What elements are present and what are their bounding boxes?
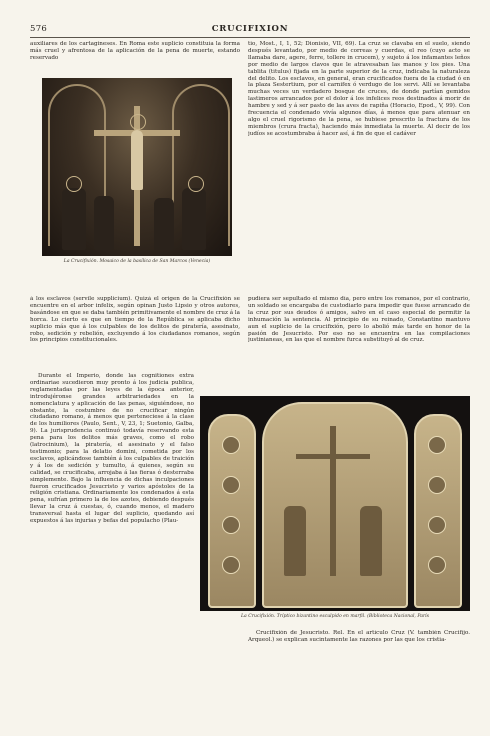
paragraph: auxiliares de los cartagineses. En Roma este suplicio constituía la forma más cruel y afrentosa de la aplicación de la pena de muerte, estando reservado xyxy=(30,41,240,61)
mary-figure xyxy=(62,188,86,250)
left-medallion xyxy=(222,556,240,574)
page-header xyxy=(30,24,470,36)
left-medallion xyxy=(222,476,240,494)
mosaic-caption: La Crucifixión. Mosaico de la basílica de San Marcos (Venecia) xyxy=(63,259,211,264)
mourner-figure xyxy=(94,196,114,250)
triptych-right-figure xyxy=(360,506,382,576)
paragraph: á los esclavos (servile supplicium). Quizá el origen de la Crucifixión se encuentre en el arbor infelix, según opinan Justo Lipsio y otros autores, basándose en que se daba también primitivamente el nombre de cruz á la horca. Lo cierto es que en tiempo de la República se aplicaba dicho suplicio más que á los culpables de los delitos de piratería, asesinato, robo, sedición y rebelión, excluyendo á los ciudadanos romanos, según los principios constitucionales. xyxy=(30,296,240,344)
john-figure xyxy=(182,188,206,250)
soldier-figure xyxy=(154,198,174,250)
right-medallion xyxy=(428,516,446,534)
paragraph: pudiera ser sepultado el mismo día, pero entre los romanos, por el contrario, un soldado se encargaba de custodiarlo para impedir que fuese arrancado de la cruz por sus deudos ó amigos, salvo en el caso especial de permitir la inhumación la sentencia. Al principio de su reinado, Constantino mantuvo aun el suplicio de la crucifixión, pero lo abolió más tarde en honor de la pasión de Jesucristo. Por eso no se encuentra en las compilaciones justinianeas, en las que el nombre furca substituyó al de cruz. xyxy=(248,296,470,344)
paragraph: Crucifixión de Jesucristo. Rel. En el artículo Cruz (V. también Crucifijo. Arqueol.) se explican sucintamente las razones por las que los cristia- xyxy=(248,630,470,643)
right-column-mid xyxy=(248,296,470,382)
paragraph: tio, Most., I, 1, 52; Dionisio, VII, 69). La cruz se clavaba en el suelo, siendo después levantado, por medio de correas y cuerdas, el reo (cuyo acto se llamaba dare, agere, ferre, tollere in crucem), y sujeto á los infamantes leños por medio de largos clavos que le atravesaban las manos y los pies. Una tablita (titulus) fijada en la parte superior de la cruz, indicaba la naturaleza del delito. Los esclavos, en general, eran crucificados fuera de la ciudad ó en la plaza Sestertium, por el carnifex ó verdugo de los servi. Allí se levantaba muchas veces un verdadero bosque de cruces, de donde partían gemidos lastimeros arrancados por el dolor á los infelices reos destinados á morir de hambre y sed y á ser pasto de las aves de rapiña (Horacio, Epod., V, 99). Con frecuencia el condenado vivía algunos días, á menos que para atenuar en algo el cruel rigorismo de la pena, se hubiese prescrito la fractura de los miembros (crura fracta), haciendo más inmediata la muerte. Al decir de los judíos se acostumbraba á hacer así, á fin de que el cadáver xyxy=(248,41,470,137)
right-medallion xyxy=(428,436,446,454)
left-medallion xyxy=(222,436,240,454)
right-column-top xyxy=(248,41,470,293)
paragraph: Durante el Imperio, donde las cognitiones extra ordinariae sucedieron muy pronto á los judicia publica, reglamentadas por las leyes de la época anterior, introdujéronse grandes arbitrariedades en la nomenclatura y aplicación de las penas, siguiéndose, no obstante, la costumbre de no crucificar ningún ciudadano romano, á menos que perteneciese á la clase de los humiliores (Paulo, Sent., V, 23, 1; Suetonio, Galba, 9). La jurisprudencia continuó todavía reservando esta pena para los delitos más graves, como el robo (latrocinium), la piratería, el asesinato y el falso testimonio; para la delatio domini, cometida por los esclavos, aplicándose también á los culpables de traición y á los de sedición y tumulto, á quienes, según su calidad, se crucificaba, arrojaba á las fieras ó desterraba simplemente. Bajo la influencia de dichas inculpaciones fueron crucificados Jesucristo y varios apóstoles de la religión cristiana. Ordinariamente los condenados á esta pena, sufrían primero la de los azotes, debiendo después llevar la cruz á cuestas, ó, cuando menos, el madero transversal hasta el lugar del suplicio, quedando así expuestos á las injurias y befas del populacho (Plau- xyxy=(30,373,194,525)
left-medallion xyxy=(222,516,240,534)
triptych-cross-beam xyxy=(296,454,370,459)
left-column-top xyxy=(30,41,240,71)
mosaic-image xyxy=(42,78,232,256)
right-medallion xyxy=(428,556,446,574)
mary-halo xyxy=(66,176,82,192)
header-rule xyxy=(30,37,470,38)
right-column-bottom xyxy=(248,630,470,660)
right-medallion xyxy=(428,476,446,494)
john-halo xyxy=(188,176,204,192)
triptych-left-figure xyxy=(284,506,306,576)
page-title: CRUCIFIXION xyxy=(211,24,289,34)
christ-figure xyxy=(131,130,143,190)
page-number: 576 xyxy=(30,24,48,34)
left-column-bottom xyxy=(30,373,194,673)
triptych-cross-upright xyxy=(330,426,336,576)
christ-halo xyxy=(130,114,146,130)
triptych-image xyxy=(200,396,470,611)
triptych-caption: La Crucifixión. Tríptico bizantino esculpido en marfil. (Biblioteca Nacional, París xyxy=(241,614,429,619)
left-column-mid xyxy=(30,296,240,370)
